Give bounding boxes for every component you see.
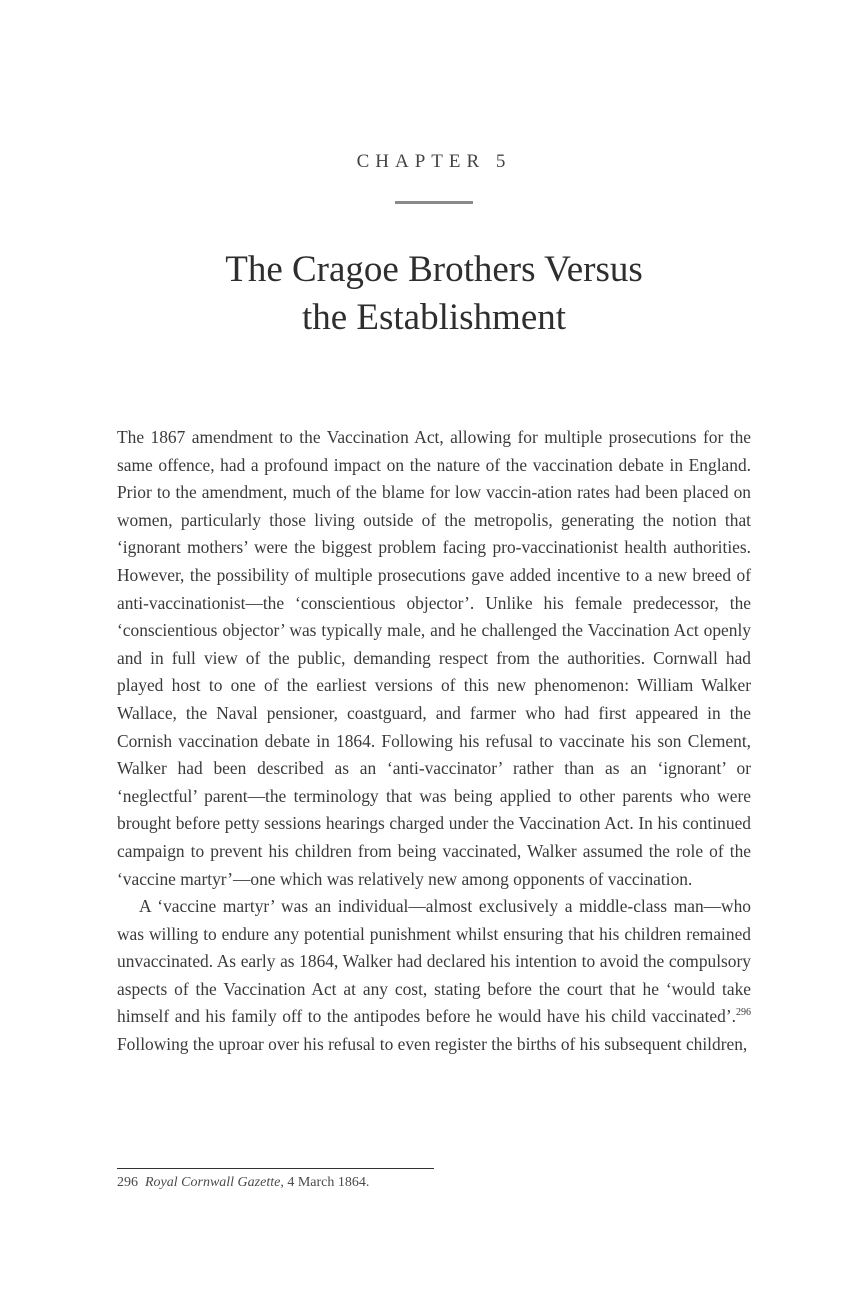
footnote-divider [117, 1168, 434, 1169]
footnote-number: 296 [117, 1175, 138, 1190]
chapter-title-line2: the Establishment [301, 297, 567, 338]
body-text [117, 424, 751, 1059]
chapter-label: CHAPTER 5 [356, 151, 512, 172]
footnote-date: 4 March 1864. [283, 1175, 370, 1190]
footnote [117, 1175, 751, 1191]
footnote-reference[interactable]: 296 [736, 1007, 751, 1019]
paragraph [117, 893, 751, 1059]
chapter-title [0, 246, 868, 342]
paragraph-text: Following the uproar over his refusal to even register the births of his subsequent children, [117, 1034, 748, 1055]
paragraph-text: A ‘vaccine martyr’ was an individual—almost exclusively a middle-class man—who was willing to endure any potential punishment whilst ensuring that his children remained unvaccinated. As early as 1864, Walker had declared his intention to avoid the compulsory aspects of the Vaccination Act at any cost, stating before the court that he ‘would take himself and his family off to the antipodes before he would have his child vaccinated’. [117, 896, 751, 1027]
chapter-divider [395, 201, 473, 204]
footnote-source: Royal Cornwall Gazette, [145, 1175, 284, 1190]
chapter-title-line1: The Cragoe Brothers Versus [225, 249, 643, 290]
paragraph: The 1867 amendment to the Vaccination Act, allowing for multiple prosecutions for the same offence, had a profound impact on the nature of the vaccination debate in England. Prior to the amendment, much of the blame for low vaccin-ation rates had been placed on women, particularly those living outside of the metropolis, generating the notion that ‘ignorant mothers’ were the biggest problem facing pro-vaccinationist health authorities. However, the possibility of multiple prosecutions gave added incentive to a new breed of anti-vaccinationist—the ‘conscientious objector’. Unlike his female predecessor, the ‘conscientious objector’ was typically male, and he challenged the Vaccination Act openly and in full view of the public, demanding respect from the authorities. Cornwall had played host to one of the earliest versions of this new phenomenon: William Walker Wallace, the Naval pensioner, coastguard, and farmer who had first appeared in the Cornish vaccination debate in 1864. Following his refusal to vaccinate his son Clement, Walker had been described as an ‘anti-vaccinator’ rather than as an ‘ignorant’ or ‘neglectful’ parent—the terminology that was being applied to other parents who were brought before petty sessions hearings charged under the Vaccination Act. In his continued campaign to prevent his children from being vaccinated, Walker assumed the role of the ‘vaccine martyr’—one which was relatively new among opponents of vaccination. [117, 427, 751, 889]
